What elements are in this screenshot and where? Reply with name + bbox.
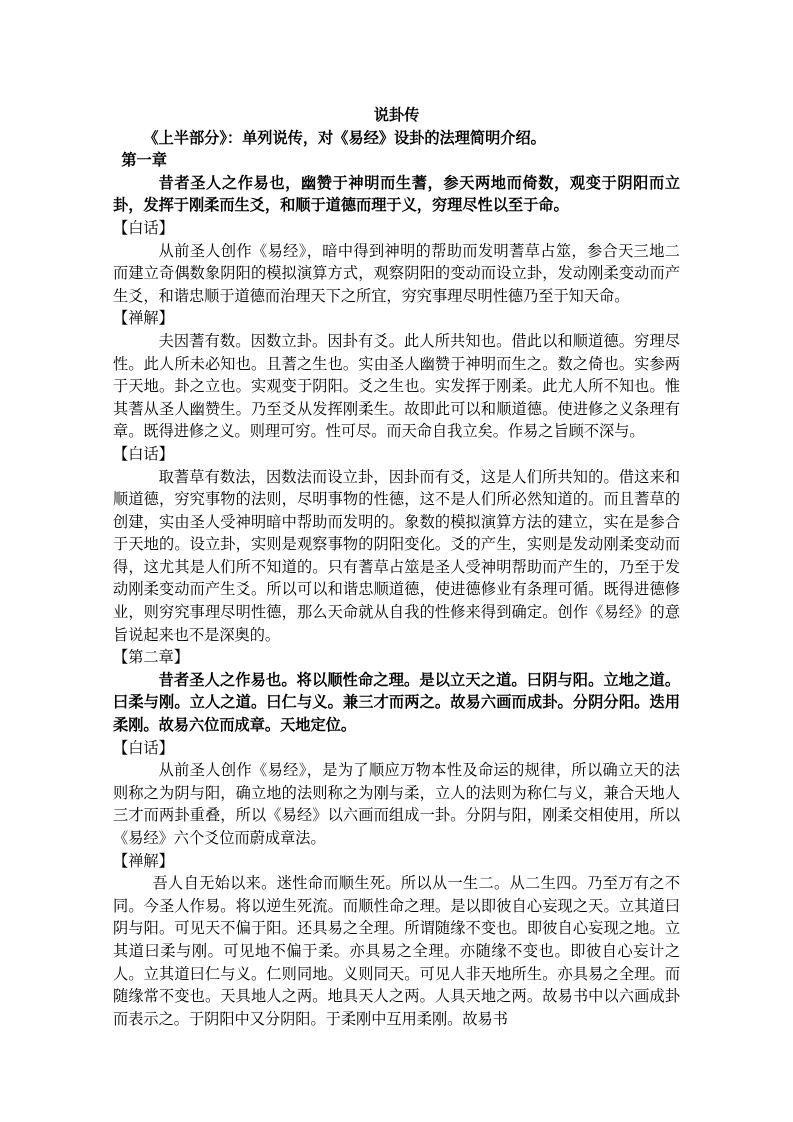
classic-quote: 昔者圣人之作易也，幽赞于神明而生蓍，参天两地而倚数，观变于阴阳而立卦，发挥于刚柔而生爻，和顺于道德而理于义，穷理尽性以至于命。 (113, 174, 680, 215)
section-heading-1: 第一章 (121, 152, 167, 170)
vernacular-paragraph: 取蓍草有数法，因数法而设立卦，因卦而有爻，这是人们所共知的。借这来和顺道德，穷究事物的法则，尽明事物的性德，这不是人们所必然知道的。而且蓍草的创建，实由圣人受神明暗中帮助而发明的。象数的模拟演算方法的建立，实在是参合于天地的。设立卦，实则是观察事物的阴阳变化。爻的产生，实则是发动刚柔变动而得，这尤其是人们所不知道的。只有蓍草占筮是圣人受神明帮助而产生的，乃至于发动刚柔变动而产生爻。所以可以和谐忠顺道德，使进德修业有条理可循。既得进德修业，则穷究事理尽明性德，那么天命就从自我的性修来得到确定。创作《易经》的意旨说起来也不是深奥的。 (113, 468, 680, 644)
annotation-marker-baihua: 【白话】 (113, 739, 174, 757)
annotation-marker-baihua: 【白话】 (113, 445, 174, 463)
vernacular-paragraph: 从前圣人创作《易经》，暗中得到神明的帮助而发明蓍草占筮，参合天三地二而建立奇偶数象阴阳的模拟演算方式，观察阴阳的变动而设立卦，发动刚柔变动而产生爻，和谐忠顺于道德而治理天下之所宜，穷究事理尽明性德乃至于知天命。 (113, 242, 680, 305)
document-body (113, 105, 680, 1031)
vernacular-paragraph: 从前圣人创作《易经》，是为了顺应万物本性及命运的规律，所以确立天的法则称之为阴与阳，确立地的法则称之为刚与柔，立人的法则为称仁与义，兼合天地人三才而两卦重叠，所以《易经》以六画而组成一卦。分阴与阳，刚柔交相使用，所以《易经》六个爻位而蔚成章法。 (113, 762, 680, 847)
annotation-marker-chanjie: 【禅解】 (113, 310, 174, 328)
page-title: 说卦传 (373, 107, 420, 124)
section-heading-2: 【第二章】 (113, 649, 189, 667)
commentary-paragraph: 夫因蓍有数。因数立卦。因卦有爻。此人所共知也。借此以和顺道德。穷理尽性。此人所未必知也。且蓍之生也。实由圣人幽赞于神明而生之。数之倚也。实参两于天地。卦之立也。实观变于阴阳。爻之生也。实发挥于刚柔。此尤人所不知也。惟其蓍从圣人幽赞生。乃至爻从发挥刚柔生。故即此可以和顺道德。使进修之义条理有章。既得进修之义。则理可穷。性可尽。而天命自我立矣。作易之旨顾不深与。 (113, 332, 680, 441)
classic-quote: 昔者圣人之作易也。将以顺性命之理。是以立天之道。曰阴与阳。立地之道。曰柔与刚。立人之道。曰仁与义。兼三才而两之。故易六画而成卦。分阴分阳。迭用柔刚。故易六位而成章。天地定位。 (113, 671, 680, 735)
commentary-paragraph: 吾人自无始以来。迷性命而顺生死。所以从一生二。从二生四。乃至万有之不同。今圣人作易。将以逆生死流。而顺性命之理。是以即彼自心妄现之天。立其道曰阴与阳。可见天不偏于阳。还具易之全理。所谓随缘不变也。即彼自心妄现之地。立其道曰柔与刚。可见地不偏于柔。亦具易之全理。亦随缘不变也。即彼自心妄计之人。立其道曰仁与义。仁则同地。义则同天。可见人非天地所生。亦具易之全理。而随缘常不变也。天具地人之两。地具天人之两。人具天地之两。故易书中以六画成卦而表示之。于阴阳中又分阴阳。于柔刚中互用柔刚。故易书 (113, 875, 680, 1028)
document-subtitle: 《上半部分》：单列说传，对《易经》设卦的法理简明介绍。 (143, 129, 546, 147)
annotation-marker-baihua: 【白话】 (113, 219, 174, 237)
annotation-marker-chanjie: 【禅解】 (113, 852, 174, 870)
